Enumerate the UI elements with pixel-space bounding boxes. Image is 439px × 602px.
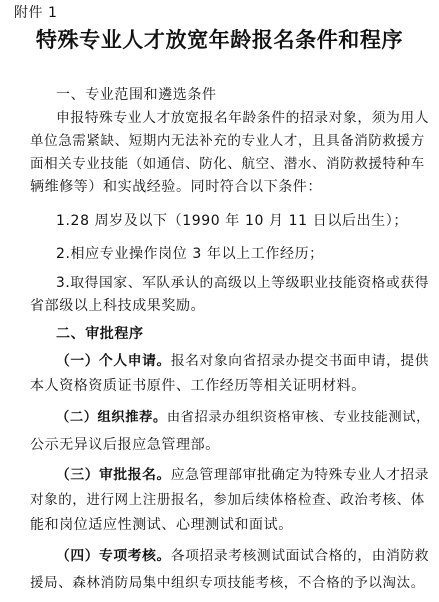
step-line: 公示无异议后报应急管理部。 xyxy=(30,437,220,453)
paragraph-line: 面相关专业技能（如通信、防化、航空、潜水、消防救援特种车 xyxy=(30,156,425,172)
step-text: 应急管理部审批确定为特殊专业人才招录 xyxy=(170,467,430,483)
step-label: （二）组织推荐。 xyxy=(56,410,167,425)
step-line: 本人资格资质证书原件、工作经历等相关证明材料。 xyxy=(30,378,366,394)
attachment-label: 附件 1 xyxy=(14,5,58,21)
condition-item: 3.取得国家、军队承认的高级以上等级职业技能资格或获得 xyxy=(56,275,430,291)
paragraph-line: 申报特殊专业人才放宽报名年龄条件的招录对象，须为用人 xyxy=(56,110,430,126)
step-label: （一）个人申请。 xyxy=(56,353,171,369)
step-label: （四）专项考核。 xyxy=(56,548,171,564)
paragraph-line: 辆维修等）和实战经验。同时符合以下条件： xyxy=(30,179,322,195)
step-line: 援局、森林消防局集中组织专项技能考核，不合格的予以淘汰。 xyxy=(30,575,425,591)
condition-item-cont: 省部级以上科技成果奖励。 xyxy=(30,298,206,314)
condition-item: 2.相应专业操作岗位 3 年以上工作经历； xyxy=(56,246,324,262)
section-heading: 二、审批程序 xyxy=(56,326,144,342)
step-label: （三）审批报名。 xyxy=(56,467,171,483)
paragraph-line: 单位急需紧缺、短期内无法补充的专业人才，且具备消防救援方 xyxy=(30,133,425,149)
step-line: 能和岗位适应性测试、心理测试和面试。 xyxy=(30,517,293,533)
page-title: 特殊专业人才放宽年龄报名条件和程序 xyxy=(35,28,404,52)
step-text: 报名对象向省招录办提交书面申请，提供 xyxy=(170,353,430,369)
step-line xyxy=(56,352,430,370)
step-text: 由省招录办组织资格审核、专业技能测试， xyxy=(166,410,430,425)
step-line: 对象的，进行网上注册报名，参加后续体格检查、政治考核、体 xyxy=(30,492,425,508)
step-text: 各项招录考核测试面试合格的，由消防救 xyxy=(170,548,430,564)
step-line xyxy=(56,547,430,565)
section-heading: 一、专业范围和遴选条件 xyxy=(56,87,217,103)
step-line xyxy=(56,409,430,427)
condition-item: 1.28 周岁及以下（1990 年 10 月 11 日以后出生）； xyxy=(56,213,408,229)
step-line xyxy=(56,466,430,484)
